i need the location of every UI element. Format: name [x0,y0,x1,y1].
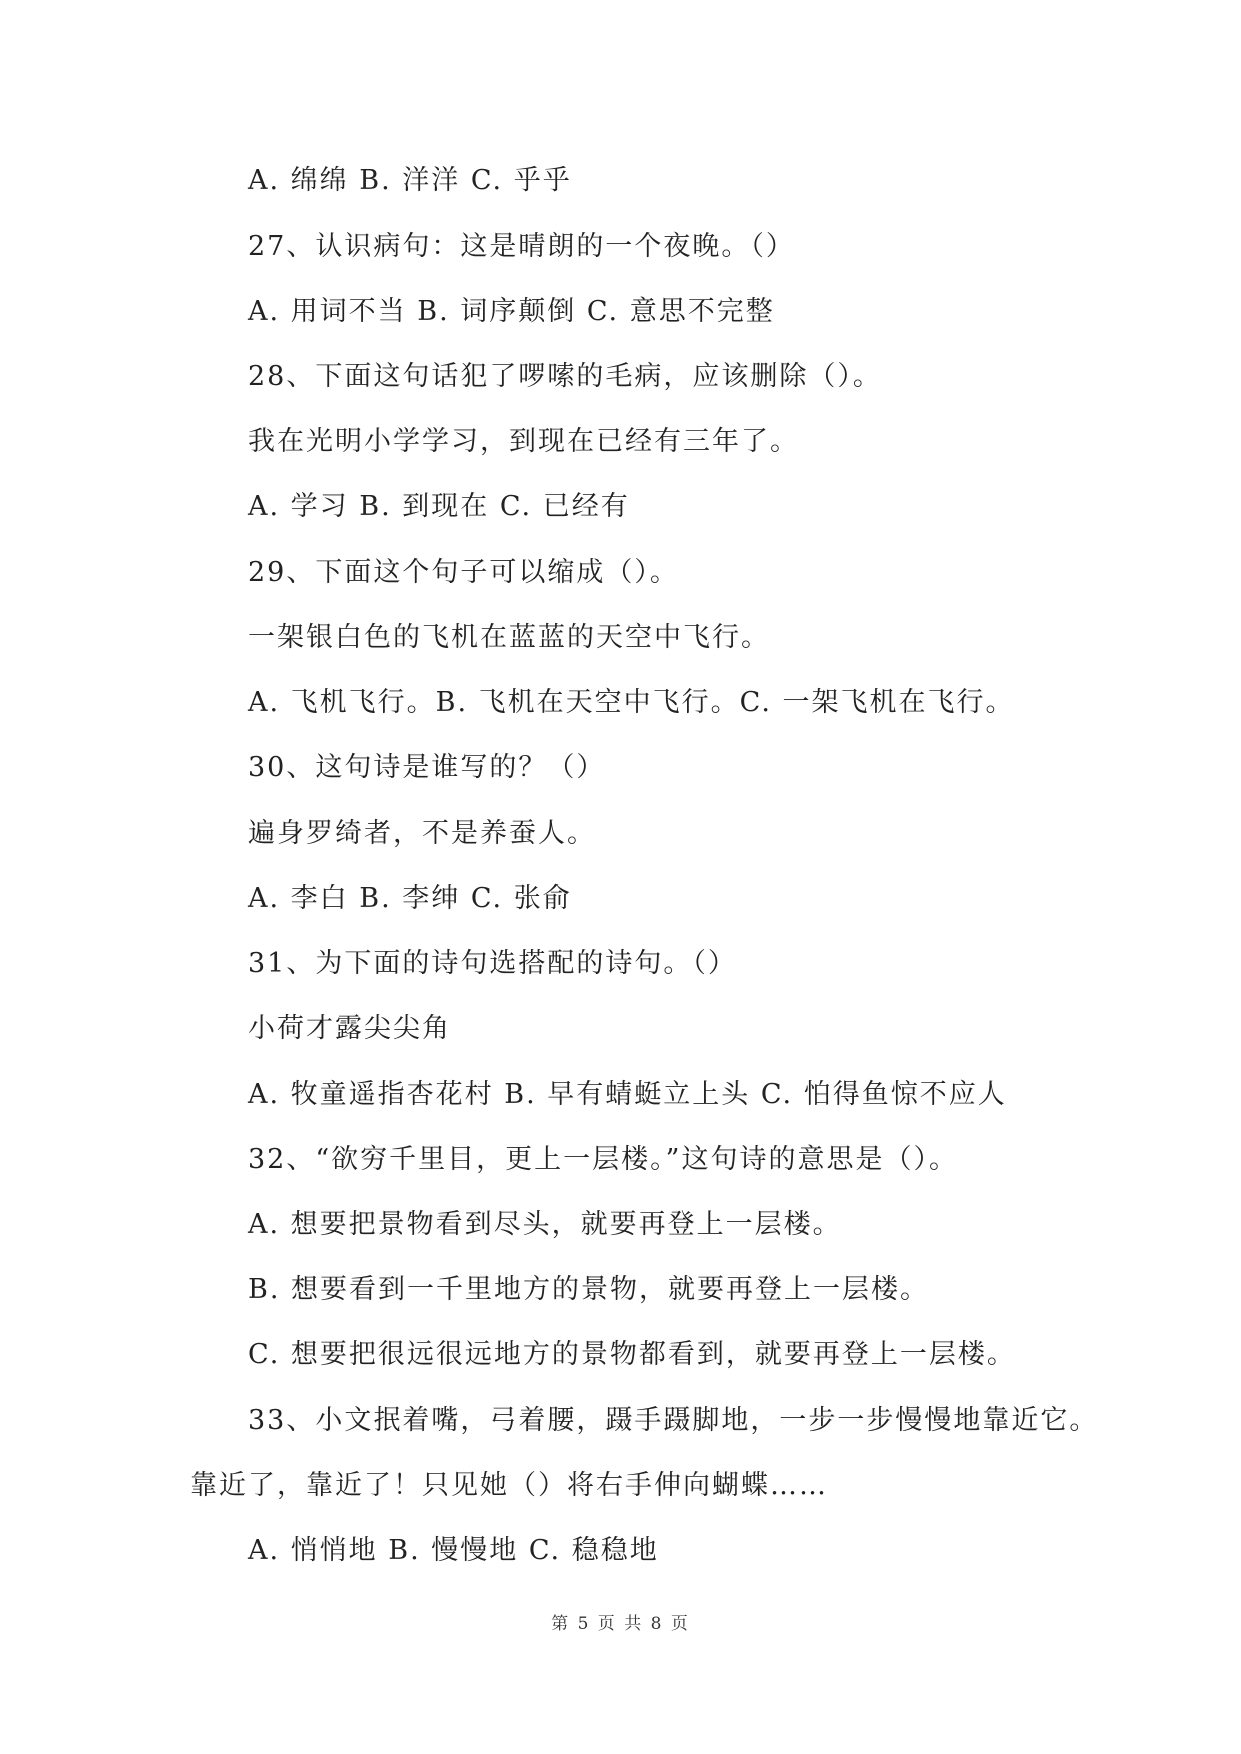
text-line-sentence-28: 我在光明小学学习，到现在已经有三年了。 [248,426,799,457]
text-line-options-27: A. 用词不当 B. 词序颠倒 C. 意思不完整 [248,296,775,327]
text-line-sentence-29: 一架银白色的飞机在蓝蓝的天空中飞行。 [248,622,770,653]
text-line-options-33: A. 悄悄地 B. 慢慢地 C. 稳稳地 [248,1535,659,1566]
text-line-option-32a: A. 想要把景物看到尽头，就要再登上一层楼。 [248,1209,842,1240]
text-line-question-29: 29、下面这个句子可以缩成（）。 [248,557,679,588]
text-line-question-31: 31、为下面的诗句选搭配的诗句。（） [248,948,737,979]
page-number-footer: 第 5 页 共 8 页 [551,1614,690,1634]
text-line-options-28: A. 学习 B. 到现在 C. 已经有 [248,491,630,522]
text-line-options-30: A. 李白 B. 李绅 C. 张俞 [248,883,572,914]
text-line-poem-30: 遍身罗绮者，不是养蚕人。 [248,818,596,849]
text-line-poem-31: 小荷才露尖尖角 [248,1013,451,1044]
text-line-question-33: 33、小文抿着嘴，弓着腰，蹑手蹑脚地，一步一步慢慢地靠近它。 [248,1405,1099,1436]
text-line-options-29: A. 飞机飞行。B. 飞机在天空中飞行。C. 一架飞机在飞行。 [248,687,1015,718]
text-line-option-32c: C. 想要把很远很远地方的景物都看到，就要再登上一层楼。 [248,1339,1016,1370]
text-line-options-26: A. 绵绵 B. 洋洋 C. 乎乎 [248,165,572,196]
text-line-question-27: 27、认识病句：这是晴朗的一个夜晚。（） [248,231,795,262]
text-line-options-31: A. 牧童遥指杏花村 B. 早有蜻蜓立上头 C. 怕得鱼惊不应人 [248,1079,1007,1110]
text-line-question-30: 30、这句诗是谁写的？（） [248,752,606,783]
text-line-question-28: 28、下面这句话犯了啰嗦的毛病，应该删除（）。 [248,361,882,392]
text-line-option-32b: B. 想要看到一千里地方的景物，就要再登上一层楼。 [248,1274,930,1305]
text-line-question-32: 32、“欲穷千里目，更上一层楼。”这句诗的意思是（）。 [248,1144,958,1175]
text-line-question-33-cont: 靠近了，靠近了！只见她（）将右手伸向蝴蝶…… [190,1470,828,1501]
